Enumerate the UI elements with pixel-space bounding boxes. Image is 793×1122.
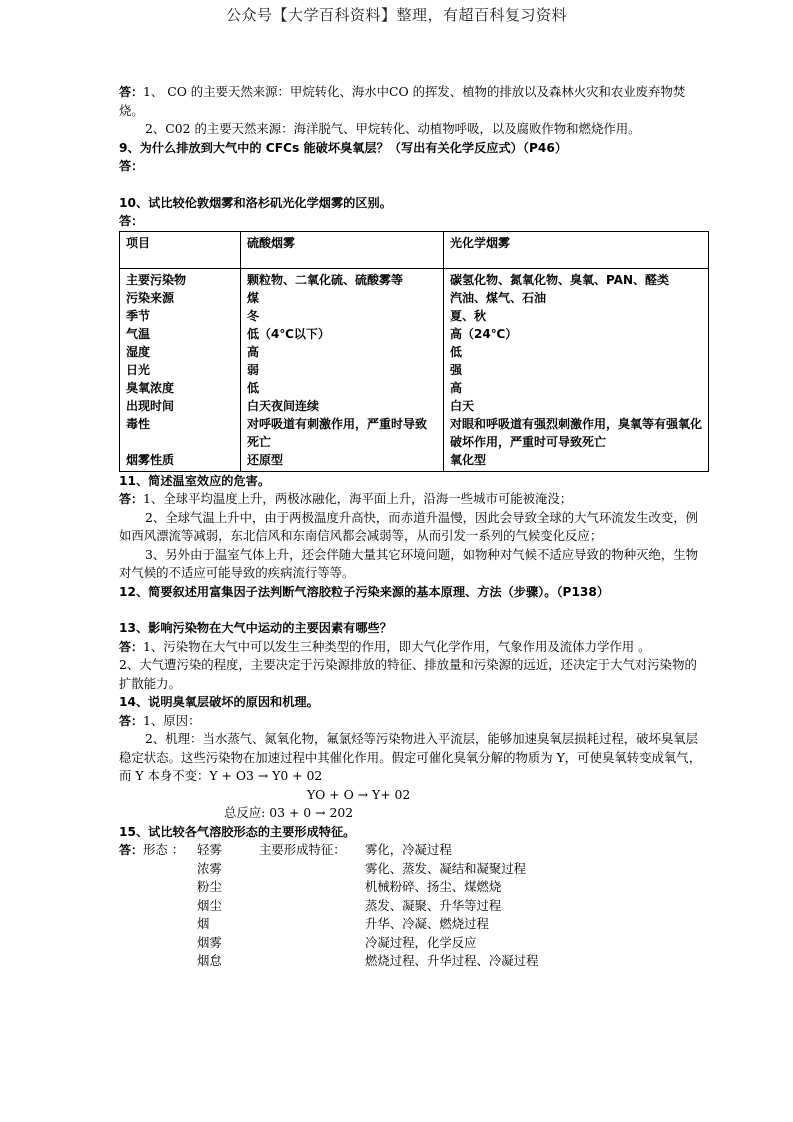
item: 湿度 xyxy=(126,344,151,359)
answer-label: 答： xyxy=(119,85,144,99)
q13-title: 13、影响污染物在大气中运动的主要因素有哪些？ xyxy=(119,621,392,635)
q13-answer-p1: 答：1、污染物在大气中可以发生三种类型的作用，即大气化学作用，气象作用及流体力学作用 。 xyxy=(119,638,651,654)
answer-label: 答： xyxy=(119,492,144,506)
q11-answer-p1: 答：1、全球平均温度上升，两极冰融化，海平面上升，沿海一些城市可能被淹没； xyxy=(119,491,573,506)
q9-title: 9、为什么排放到大气中的 CFCs 能破坏臭氧层？（写出有关化学反应式）（P46） xyxy=(119,140,568,155)
item: 毒性 xyxy=(126,416,151,431)
equation-step2: YO + O → Y+ 02 xyxy=(307,786,411,802)
cell: 弱 xyxy=(247,362,260,377)
cell: 高（24℃） xyxy=(450,326,518,341)
header-photochemical: 光化学烟雾 xyxy=(444,231,709,268)
cell: 高 xyxy=(247,344,260,359)
cell: 高 xyxy=(450,380,463,395)
list-item: 烟雾 冷凝过程，化学反应 xyxy=(197,934,477,950)
q10-title: 10、试比较伦敦烟雾和洛杉矶光化学烟雾的区别。 xyxy=(119,195,392,210)
item: 主要污染物 xyxy=(126,272,187,287)
cell: 煤 xyxy=(247,290,260,305)
q13-answer-p2: 2、大气遭污染的程度，主要决定于污染源排放的特征、排放量和污染源的远近，还决定于大气对污染物的扩散能力。 xyxy=(119,657,697,691)
q11-title: 11、简述温室效应的危害。 xyxy=(119,473,271,488)
table-header-row xyxy=(120,231,709,268)
list-item: 答：形态 ： 轻雾 主要形成特征： 雾化，冷凝过程 xyxy=(119,842,452,857)
q12-title: 12、简要叙述用富集因子法判断气溶胶粒子污染来源的基本原理、方法（步骤）。（P138） xyxy=(119,584,610,599)
sulfuric-column xyxy=(241,268,444,471)
cell: 对呼吸道有刺激作用，严重时导致死亡 xyxy=(247,416,428,449)
document-body xyxy=(119,83,709,971)
header-sulfuric: 硫酸烟雾 xyxy=(241,231,444,268)
q11-answer-p3: 3、另外由于温室气体上升，还会伴随大量其它环境问题，如物种对气候不适应导致的物种灭绝，生物对气候的不适应可能导致的疾病流行等等。 xyxy=(119,546,699,580)
cell: 氧化型 xyxy=(450,452,487,467)
q11-answer-p2: 2、全球气温上升中，由于两极温度升高快，而赤道升温慢，因此会导致全球的大气环流发生改变，例如西风漂流等减弱，东北信风和东南信风都会减弱等，从而引发一系列的气候变化反应； xyxy=(119,509,699,543)
q8-answer-p2: 2、C02 的主要天然来源：海洋脱气、甲烷转化、动植物呼吸，以及腐败作物和燃烧作用。 xyxy=(145,121,641,136)
item: 污染来源 xyxy=(126,290,175,305)
cell: 冬 xyxy=(247,308,260,323)
cell: 碳氢化物、氮氧化物、臭氧、PAN、醛类 xyxy=(450,272,670,287)
cell: 白天夜间连续 xyxy=(247,398,320,413)
list-item: 粉尘 机械粉碎、扬尘、煤燃烧 xyxy=(197,879,502,894)
equation-overall: 总反应: 03 + 0 → 202 xyxy=(224,805,354,820)
cell: 夏、秋 xyxy=(450,308,487,323)
q14-answer-p1: 答：1、原因： xyxy=(119,712,201,728)
answer-label: 答： xyxy=(119,713,144,728)
aerosol-forms-list xyxy=(119,841,709,971)
item: 季节 xyxy=(126,308,151,323)
photochemical-column xyxy=(444,268,709,471)
item: 臭氧浓度 xyxy=(126,380,175,395)
header-item: 项目 xyxy=(120,231,241,268)
list-item: 浓雾 雾化、蒸发、凝结和凝聚过程 xyxy=(197,860,527,876)
cell: 低 xyxy=(247,380,260,395)
cell: 对眼和呼吸道有强烈刺激作用，臭氧等有强氧化破坏作用，严重时可导致死亡 xyxy=(450,416,703,449)
q9-answer: 答： xyxy=(119,159,144,173)
q10-answer: 答： xyxy=(119,214,144,228)
cell: 低（4℃以下） xyxy=(247,326,330,341)
q14-title: 14、说明臭氧层破坏的原因和机理。 xyxy=(119,695,319,709)
item: 出现时间 xyxy=(126,398,175,413)
q14-answer-p2: 2、机理：当水蒸气、氮氧化物，氟氯烃等污染物进入平流层，能够加速臭氧层损耗过程，破坏臭氧层稳定状态。这些污染物在加速过程中其催化作用。假定可催化臭氧分解的物质为 Y，可使臭氧转变成氧气，而 Y 本身不变：Y + O3 → Y0 + 02 xyxy=(119,731,702,783)
answer-label: 答： xyxy=(119,843,144,857)
cell: 白天 xyxy=(450,398,475,413)
cell: 强 xyxy=(450,362,463,377)
cell: 还原型 xyxy=(247,452,284,467)
list-item: 烟 升华、冷凝、燃烧过程 xyxy=(197,916,489,931)
table-body-row xyxy=(120,268,709,471)
q8-answer-p1: 答：1、 CO 的主要天然来源：甲烷转化、海水中CO 的挥发、植物的排放以及森林火灾和农业废弃物焚烧。 xyxy=(119,84,686,118)
item: 日光 xyxy=(126,362,151,377)
items-column xyxy=(120,268,241,471)
list-item: 烟尘 蒸发、凝聚、升华等过程 xyxy=(197,897,502,913)
cell: 低 xyxy=(450,344,463,359)
smog-comparison-table xyxy=(119,231,709,472)
cell: 汽油、煤气、石油 xyxy=(450,290,547,305)
item: 烟雾性质 xyxy=(126,452,175,467)
list-item: 烟怠 燃烧过程、升华过程、冷凝过程 xyxy=(197,953,539,968)
item: 气温 xyxy=(126,326,151,341)
q15-title: 15、试比较各气溶胶形态的主要形成特征。 xyxy=(119,824,356,839)
answer-label: 答： xyxy=(119,639,144,654)
cell: 颗粒物、二氧化硫、硫酸雾等 xyxy=(247,272,404,287)
page-header: 公众号【大学百科资料】整理，有超百科复习资料 xyxy=(225,6,567,24)
